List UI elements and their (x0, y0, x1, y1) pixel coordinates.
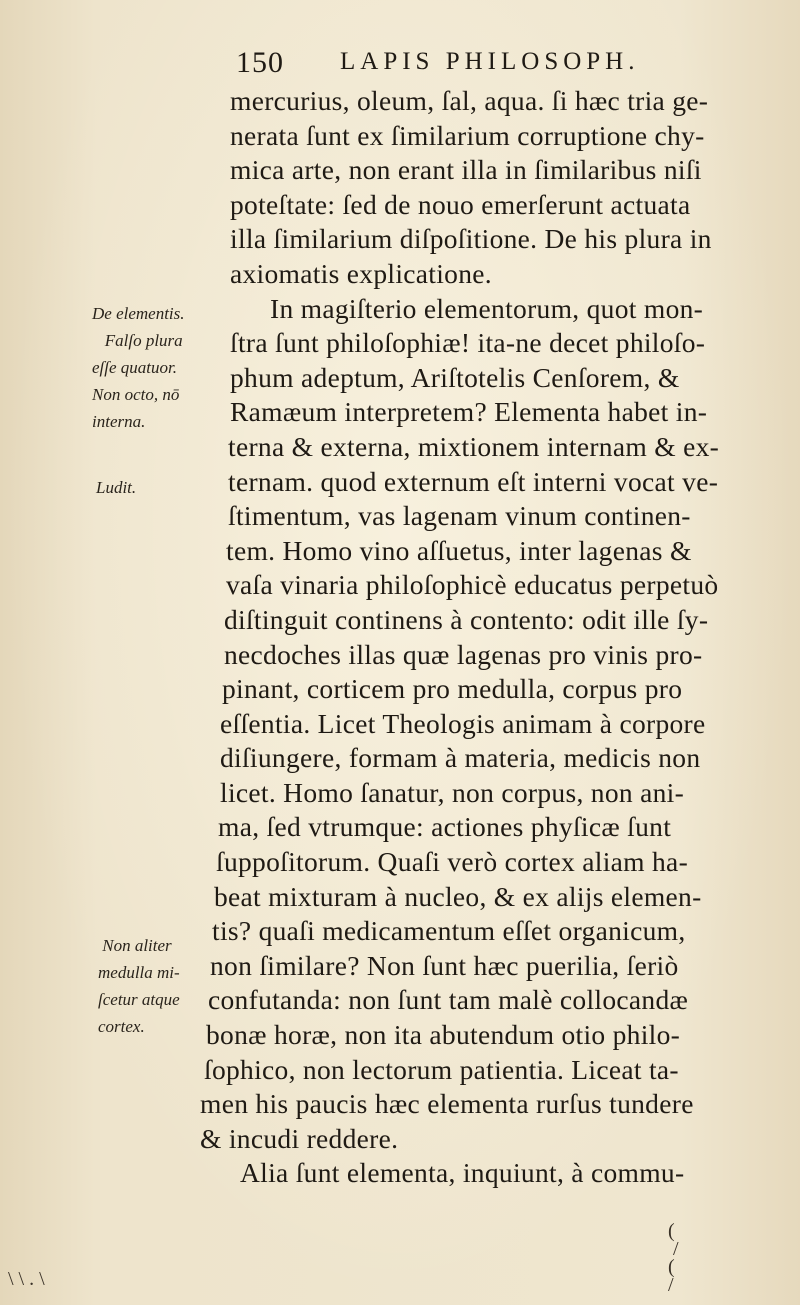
text-line: necdoches illas quæ lagenas pro vinis pro- (224, 638, 703, 670)
text-line: ſtimentum, vas lagenam vinum continen- (228, 500, 691, 532)
text-line: men his paucis hæc elementa rurſus tundere (200, 1088, 694, 1120)
running-head: LAPIS PHILOSOPH. (340, 48, 640, 75)
text-line: tem. Homo vino aſſuetus, inter lagenas & (226, 534, 692, 566)
text-line: ma, ſed vtrumque: actiones phyſicæ ſunt (218, 811, 672, 843)
text-line: bonæ horæ, non ita abutendum otio philo- (206, 1019, 681, 1051)
text-line: ſuppoſitorum. Quaſi verò cortex aliam ha- (216, 846, 689, 878)
text-line: In magiſterio elementorum, quot mon- (270, 292, 704, 324)
text-line: Alia ſunt elementa, inquiunt, à commu- (240, 1157, 685, 1189)
text-line: & incudi reddere. (200, 1122, 399, 1154)
text-line: phum adeptum, Ariſtotelis Cenſorem, & (230, 361, 680, 393)
edge-marks: \ \ . \ (8, 1268, 45, 1290)
text-line: tis? quaſi medicamentum eſſet organicum, (212, 915, 686, 947)
text-line: confutanda: non ſunt tam malè collocandæ (208, 984, 689, 1016)
text-line: poteſtate: ſed de nouo emerſerunt actuata (230, 188, 691, 220)
page-number: 150 (236, 46, 284, 79)
text-line: axiomatis explicatione. (230, 257, 492, 289)
text-line: pinant, corticem pro medulla, corpus pro (222, 673, 683, 705)
text-line: non ſimilare? Non ſunt hæc puerilia, ſeriò (210, 949, 679, 981)
text-line: beat mixturam à nucleo, & ex alijs elemen- (214, 880, 702, 912)
text-line: vaſa vinaria philoſophicè educatus perpetuò (226, 569, 719, 601)
text-line: diſiungere, formam à materia, medicis non (220, 742, 701, 774)
text-line: ſtra ſunt philoſophiæ! ita-ne decet philoſo- (230, 327, 706, 359)
ink-marks: ( / ( / (668, 1220, 679, 1296)
margin-note-elements: De elementis. Falſo plura eſſe quatuor. Non octo, nō interna. (92, 304, 185, 431)
text-line: mercurius, oleum, ſal, aqua. ſi hæc tria ge- (230, 85, 709, 116)
text-line: licet. Homo ſanatur, non corpus, non ani- (220, 776, 685, 808)
text-line: nerata ſunt ex ſimilarium corruptione chy- (230, 119, 705, 151)
text-line: Ramæum interpretem? Elementa habet in- (230, 396, 708, 428)
page-header (236, 46, 766, 86)
margin-note-ludit: Ludit. (96, 478, 137, 497)
text-line: terna & externa, mixtionem internam & ex- (228, 430, 720, 462)
text-line: eſſentia. Licet Theologis animam à corpore (220, 707, 706, 739)
text-line: illa ſimilarium diſpoſitione. De his plura in (230, 223, 712, 255)
text-line: diſtinguit continens à contento: odit ille ſy- (224, 603, 709, 635)
text-line: ternam. quod externum eſt interni vocat ve- (228, 465, 719, 497)
text-line: ſophico, non lectorum patientia. Liceat ta- (204, 1053, 679, 1085)
body-text (200, 84, 780, 1191)
margin-note-medulla: Non aliter medulla mi- ſcetur atque cortex. (98, 936, 180, 1036)
text-line: mica arte, non erant illa in ſimilaribus niſi (230, 154, 702, 186)
